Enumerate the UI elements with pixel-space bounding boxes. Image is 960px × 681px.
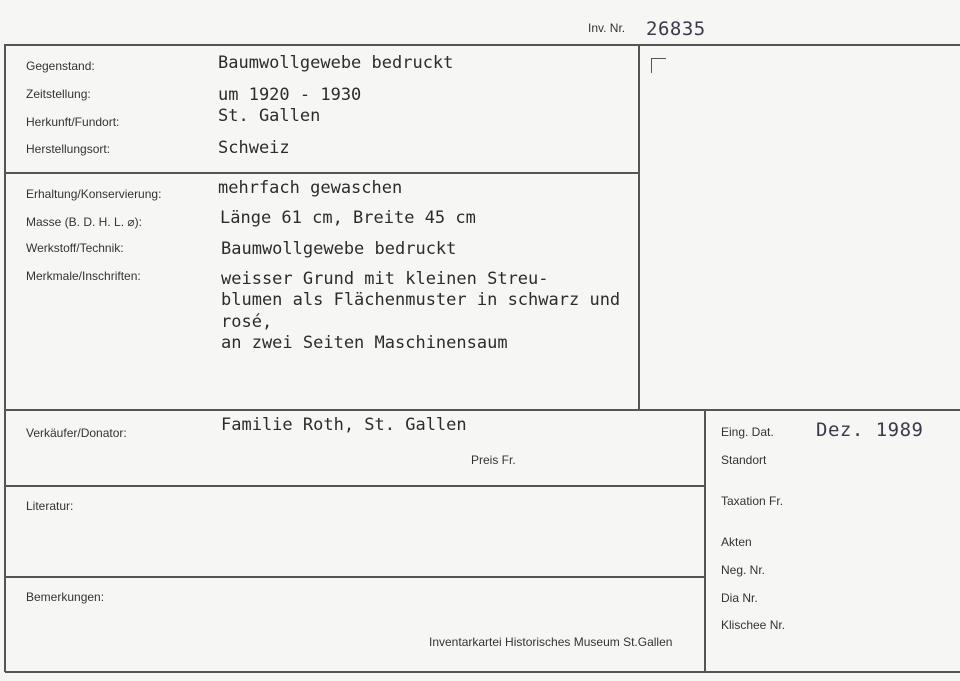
herkunft-value: St. Gallen	[218, 106, 321, 126]
bemerkungen-label: Bemerkungen:	[26, 590, 105, 604]
eing-dat-label: Eing. Dat.	[721, 425, 774, 439]
masse-value: Länge 61 cm, Breite 45 cm	[220, 208, 476, 228]
standort-label: Standort	[721, 453, 767, 467]
upper-divider	[638, 44, 640, 410]
taxation-label: Taxation Fr.	[721, 494, 784, 508]
erhaltung-label: Erhaltung/Konservierung:	[26, 187, 162, 201]
bottom-rule	[5, 671, 960, 673]
inv-number: 26835	[646, 18, 706, 40]
zeitstellung-value: um 1920 - 1930	[218, 85, 362, 105]
klischee-label: Klischee Nr.	[721, 618, 786, 632]
eing-dat-value: Dez. 1989	[816, 419, 924, 441]
literatur-rule	[5, 485, 704, 487]
middle-rule	[5, 409, 960, 411]
gegenstand-label: Gegenstand:	[26, 59, 95, 73]
werkstoff-value: Baumwollgewebe bedruckt	[221, 239, 457, 259]
erhaltung-value: mehrfach gewaschen	[218, 178, 403, 198]
preis-label: Preis Fr.	[471, 453, 516, 467]
inv-label: Inv. Nr.	[588, 21, 626, 35]
left-border	[4, 44, 6, 672]
merkmale-line: an zwei Seiten Maschinensaum	[221, 333, 508, 353]
footer-text: Inventarkartei Historisches Museum St.Gallen	[429, 635, 673, 649]
herstellungsort-value: Schweiz	[218, 138, 290, 158]
lower-divider	[704, 409, 706, 672]
merkmale-line: weisser Grund mit kleinen Streu-	[221, 269, 549, 289]
gegenstand-value: Baumwollgewebe bedruckt	[218, 53, 454, 73]
herkunft-label: Herkunft/Fundort:	[26, 115, 120, 129]
top-rule	[5, 44, 960, 46]
werkstoff-label: Werkstoff/Technik:	[26, 241, 124, 255]
herstellungsort-label: Herstellungsort:	[26, 142, 111, 156]
verkaeufer-label: Verkäufer/Donator:	[26, 426, 127, 440]
merkmale-label: Merkmale/Inschriften:	[26, 269, 141, 283]
literatur-label: Literatur:	[26, 499, 74, 513]
akten-label: Akten	[721, 535, 752, 549]
neg-label: Neg. Nr.	[721, 563, 766, 577]
masse-label: Masse (B. D. H. L. ⌀):	[26, 215, 142, 229]
corner-mark-icon	[651, 58, 666, 73]
merkmale-line: blumen als Flächenmuster in schwarz und	[221, 290, 621, 310]
zeitstellung-label: Zeitstellung:	[26, 87, 91, 101]
merkmale-line: rosé,	[221, 312, 273, 332]
object-section-rule	[5, 172, 638, 174]
bemerkungen-rule	[5, 576, 704, 578]
dia-label: Dia Nr.	[721, 591, 758, 605]
verkaeufer-value: Familie Roth, St. Gallen	[221, 415, 467, 435]
